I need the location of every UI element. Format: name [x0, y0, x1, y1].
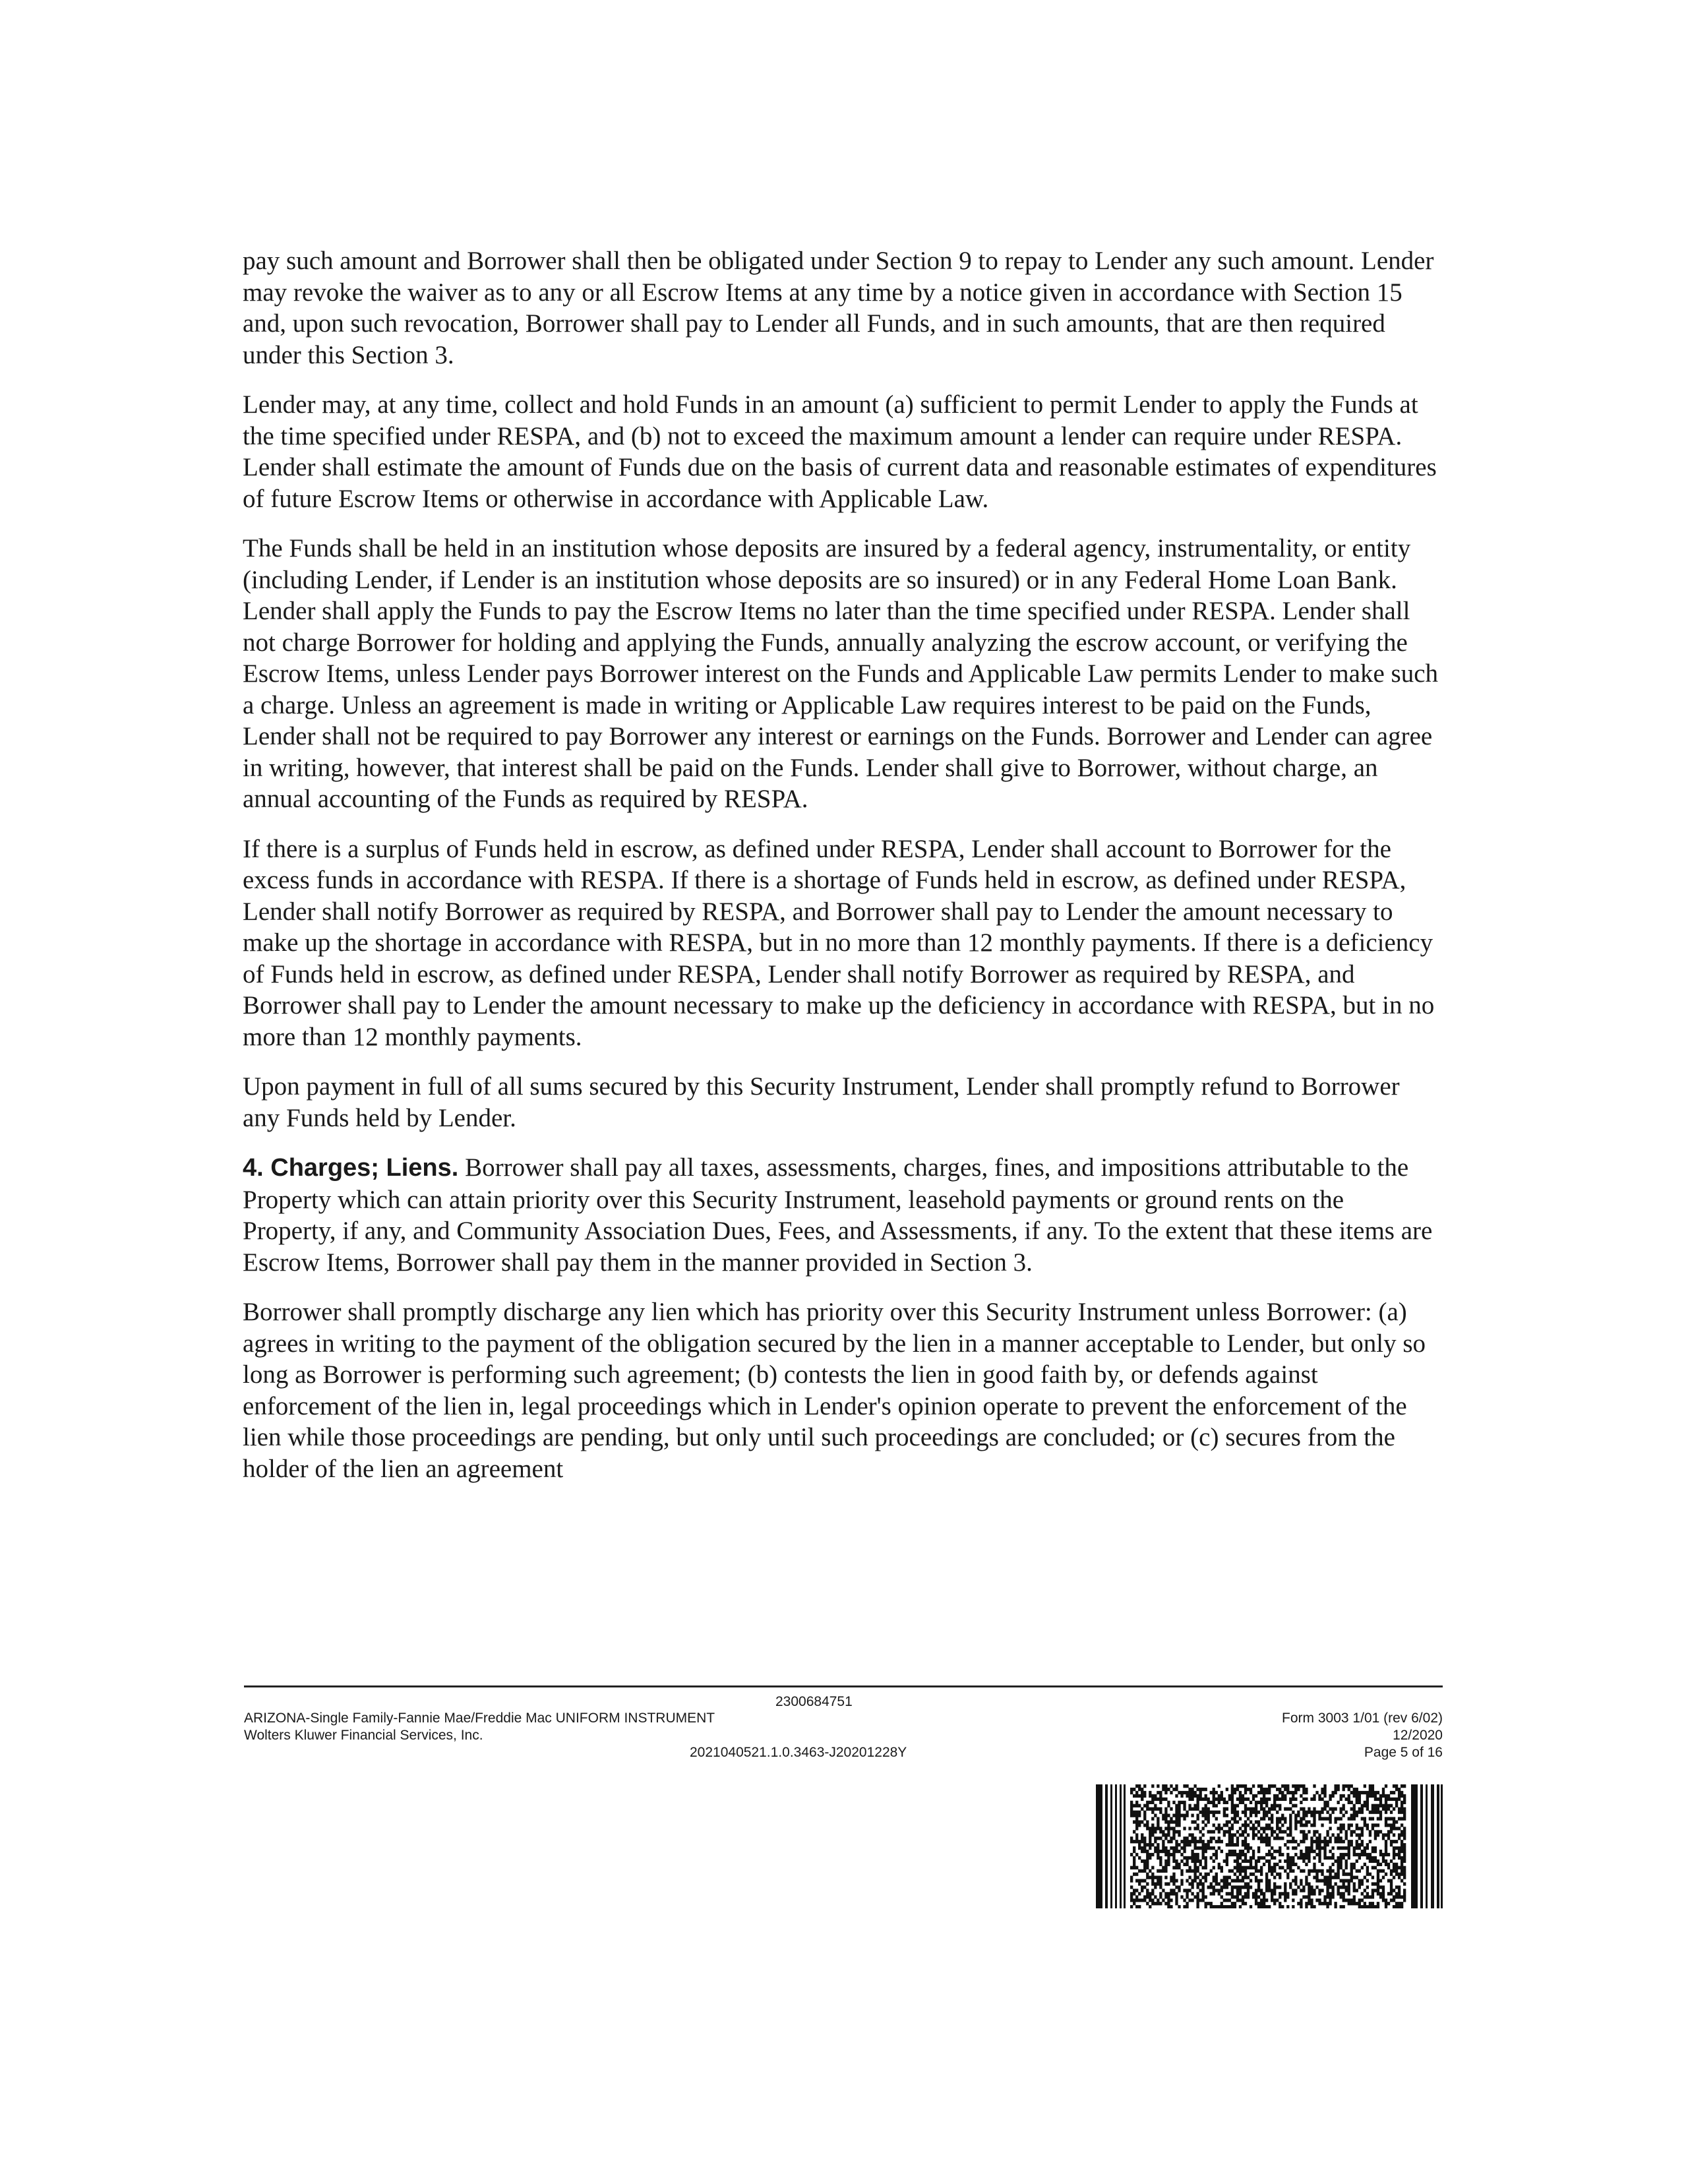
document-id: 2021040521.1.0.3463-J20201228Y [690, 1745, 907, 1760]
document-body [243, 245, 1443, 1503]
paragraph-escrow-waiver: pay such amount and Borrower shall then be obligated under Section 9 to repay to Lender any such amount. Lender may revoke the waiver as to any or all Escrow Items at any time by a notice given in accordance with Section 15 and, upon such revocation, Borrower shall pay to Lender all Funds, and in such amounts, that are then required under this Section 3. [243, 247, 1434, 369]
loan-number: 2300684751 [775, 1694, 853, 1709]
footer-right-block [1282, 1710, 1443, 1761]
paragraph-funds-held: The Funds shall be held in an institution whose deposits are insured by a federal agency, instrumentality, or entity (including Lender, if Lender is an institution whose deposits are so insured) or in any Federal Home Loan Bank. Lender shall apply the Funds to pay the Escrow Items no later than the time specified under RESPA. Lender shall not charge Borrower for holding and applying the Funds, annually analyzing the escrow account, or verifying the Escrow Items, unless Lender pays Borrower interest on the Funds and Applicable Law permits Lender to make such a charge. Unless an agreement is made in writing or Applicable Law requires interest to be paid on the Funds, Lender shall not be required to pay Borrower any interest or earnings on the Funds. Borrower and Lender can agree in writing, however, that interest shall be paid on the Funds. Lender shall give to Borrower, without charge, an annual accounting of the Funds as required by RESPA. [243, 534, 1439, 813]
footer-left-block [244, 1710, 715, 1744]
paragraph-section-4 [243, 1152, 1443, 1278]
section-4-text: Borrower shall pay all taxes, assessments, charges, fines, and impositions attributable to the Property which can attain priority over this Security Instrument, leasehold payments or ground rents on the Property, if any, and Community Association Dues, Fees, and Assessments, if any. To the extent that these items are Escrow Items, Borrower shall pay them in the manner provided in Section 3. [243, 1153, 1433, 1277]
form-number: Form 3003 1/01 (rev 6/02) [1282, 1711, 1443, 1726]
paragraph-discharge-lien: Borrower shall promptly discharge any lien which has priority over this Security Instrument unless Borrower: (a) agrees in writing to the payment of the obligation secured by the lien in a manner acceptable to Lender, but only so long as Borrower is performing such agreement; (b) contests the lien in good faith by, or defends against enforcement of the lien in, legal proceedings which in Lender's opinion operate to prevent the enforcement of the lien while those proceedings are pending, but only until such proceedings are concluded; or (c) secures from the holder of the lien an agreement [243, 1298, 1426, 1483]
publisher-name: Wolters Kluwer Financial Services, Inc. [244, 1728, 483, 1743]
form-date: 12/2020 [1393, 1728, 1443, 1743]
paragraph-refund: Upon payment in full of all sums secured by this Security Instrument, Lender shall promptly refund to Borrower any Funds held by Lender. [243, 1072, 1400, 1132]
footer-divider [244, 1685, 1443, 1687]
paragraph-surplus-shortage: If there is a surplus of Funds held in escrow, as defined under RESPA, Lender shall account to Borrower for the excess funds in accordance with RESPA. If there is a shortage of Funds held in escrow, as defined under RESPA, Lender shall notify Borrower as required by RESPA, and Borrower shall pay to Lender the amount necessary to make up the shortage in accordance with RESPA, but in no more than 12 monthly payments. If there is a deficiency of Funds held in escrow, as defined under RESPA, Lender shall notify Borrower as required by RESPA, and Borrower shall pay to Lender the amount necessary to make up the deficiency in accordance with RESPA, but in no more than 12 monthly payments. [243, 834, 1435, 1051]
paragraph-collect-funds: Lender may, at any time, collect and hold Funds in an amount (a) sufficient to permit Lender to apply the Funds at the time specified under RESPA, and (b) not to exceed the maximum amount a lender can require under RESPA. Lender shall estimate the amount of Funds due on the basis of current data and reasonable estimates of expenditures of future Escrow Items or otherwise in accordance with Applicable Law. [243, 390, 1437, 513]
section-4-heading: 4. Charges; Liens. [243, 1154, 459, 1182]
instrument-title: ARIZONA-Single Family-Fannie Mae/Freddie Mac UNIFORM INSTRUMENT [244, 1711, 715, 1726]
pdf417-barcode-icon [1096, 1784, 1443, 1908]
page-indicator: Page 5 of 16 [1364, 1745, 1443, 1760]
